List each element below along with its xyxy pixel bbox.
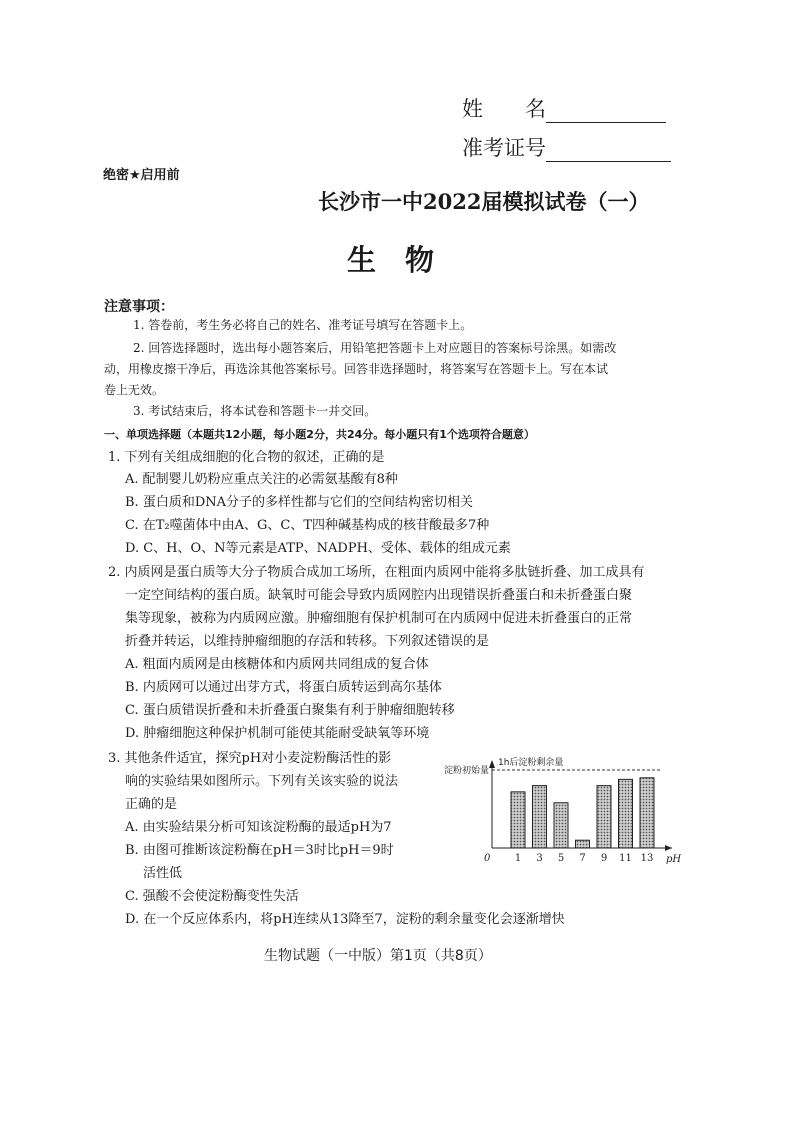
q2-stem-line: 2. 内质网是蛋白质等大分子物质合成加工场所，在粗面内质网中能将多肽链折叠、加工成具有: [108, 565, 645, 580]
q1-option-d[interactable]: D. C、H、O、N等元素是ATP、NADPH、受体、载体的组成元素: [125, 541, 511, 556]
x-axis-arrow: [665, 845, 672, 851]
id-label: 准考证号: [462, 136, 546, 160]
q3-stem-line: 正确的是: [125, 797, 178, 812]
q2-option-d[interactable]: D. 肿瘤细胞这种保护机制可能使其能耐受缺氧等环境: [125, 726, 430, 741]
q3-option-b-cont: 活性低: [143, 866, 183, 881]
name-blank[interactable]: [546, 100, 666, 123]
id-field[interactable]: [462, 132, 671, 162]
notice-line: 卷上无效。: [104, 383, 165, 397]
q3-option-d[interactable]: D. 在一个反应体系内，将pH连续从13降至7，淀粉的剩余量变化会逐渐增快: [125, 912, 565, 927]
chart-title: 1h后淀粉剩余量: [498, 758, 564, 768]
section-heading: 一、单项选择题（本题共12小题，每小题2分，共24分。每小题只有1个选项符合题意）: [104, 428, 535, 441]
notice-line: 3. 考试结束后，将本试卷和答题卡一并交回。: [133, 404, 377, 418]
subject-title: 生 物: [347, 243, 435, 277]
bar: [619, 779, 633, 848]
y-axis-arrow: [489, 760, 495, 768]
x-tick-label: 7: [579, 853, 586, 864]
q2-stem-line: 集等现象，被称为内质网应激。肿瘤细胞有保护机制可在内质网中促进未折叠蛋白的正常: [125, 611, 633, 626]
page-footer: 生物试题（一中版）第1页（共8页）: [264, 948, 492, 964]
q1-option-c[interactable]: C. 在T₂噬菌体中由A、G、C、T四种碱基构成的核苷酸最多7种: [125, 518, 490, 533]
ph-starch-chart: [432, 756, 686, 866]
bar: [511, 792, 525, 848]
x-tick-label: 3: [536, 853, 543, 864]
x-tick-label: 1: [514, 853, 522, 864]
notice-line: 2. 回答选择题时，选出每小题答案后，用铅笔把答题卡上对应题目的答案标号涂黑。如需改: [133, 341, 617, 355]
reference-label: 淀粉初始量: [443, 766, 489, 776]
bar: [640, 778, 654, 848]
name-label: 姓 名: [462, 97, 546, 121]
notice-heading: 注意事项：: [104, 299, 174, 315]
notice-line: 1. 答卷前，考生务必将自己的姓名、准考证号填写在答题卡上。: [133, 318, 473, 332]
q3-option-b[interactable]: B. 由图可推断该淀粉酶在pH＝3时比pH＝9时: [125, 843, 394, 858]
q2-stem-line: 折叠并转运，以维持肿瘤细胞的存活和转移。下列叙述错误的是: [125, 634, 490, 649]
x-tick-label: 9: [600, 853, 608, 864]
q3-option-c[interactable]: C. 强酸不会使淀粉酶变性失活: [125, 889, 299, 904]
id-blank[interactable]: [546, 139, 671, 162]
confidential-mark: 绝密★启用前: [103, 168, 180, 183]
q1-stem: 1. 下列有关组成细胞的化合物的叙述，正确的是: [108, 450, 385, 465]
bar: [597, 786, 611, 848]
q2-option-b[interactable]: B. 内质网可以通过出芽方式，将蛋白质转运到高尔基体: [125, 680, 442, 695]
q2-stem-line: 一定空间结构的蛋白质。缺氧时可能会导致内质网腔内出现错误折叠蛋白和未折叠蛋白聚: [125, 588, 633, 603]
q2-option-c[interactable]: C. 蛋白质错误折叠和未折叠蛋白聚集有利于肿瘤细胞转移: [125, 703, 455, 718]
q3-stem-line: 3. 其他条件适宜，探究pH对小麦淀粉酶活性的影: [108, 751, 392, 766]
notice-line: 动，用橡皮擦干净后，再选涂其他答案标号。回答非选择题时，将答案写在答题卡上。写在本试: [104, 362, 609, 376]
x-tick-label: 5: [557, 853, 565, 864]
q1-option-b[interactable]: B. 蛋白质和DNA分子的多样性都与它们的空间结构密切相关: [125, 495, 474, 510]
name-field[interactable]: [462, 93, 666, 123]
x-tick-label: 13: [640, 853, 654, 864]
exam-title: 长沙市一中2022届模拟试卷（一）: [318, 189, 650, 214]
x-tick-label: 11: [619, 853, 632, 864]
bar: [554, 803, 568, 848]
x-axis-label: pH: [666, 854, 682, 865]
bar: [533, 786, 547, 848]
q3-option-a[interactable]: A. 由实验结果分析可知该淀粉酶的最适pH为7: [125, 820, 392, 835]
origin-label: 0: [484, 853, 491, 864]
q3-stem-line: 响的实验结果如图所示。下列有关该实验的说法: [125, 774, 399, 789]
q1-option-a[interactable]: A. 配制婴儿奶粉应重点关注的必需氨基酸有8种: [125, 472, 398, 487]
bar: [576, 840, 590, 848]
q2-option-a[interactable]: A. 粗面内质网是由核糖体和内质网共同组成的复合体: [125, 657, 429, 672]
